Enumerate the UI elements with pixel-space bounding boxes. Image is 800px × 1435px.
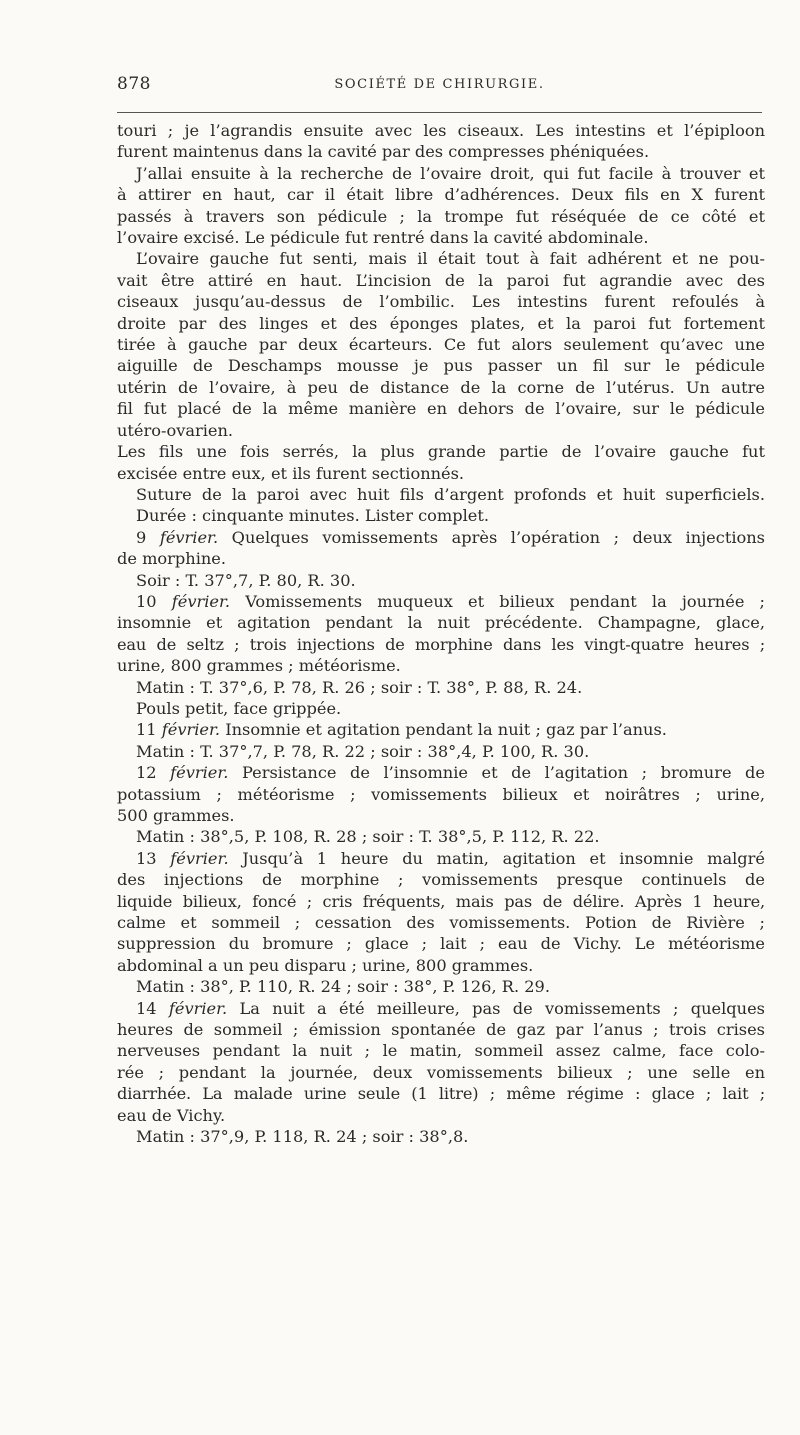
line-text: eau de seltz ; trois injections de morphine dans les vingt-quatre heures ; (117, 634, 765, 654)
text-line (117, 612, 765, 633)
entry-month: février. (170, 848, 229, 868)
text-line (117, 163, 765, 184)
text-line (117, 655, 765, 676)
line-text: potassium ; météorisme ; vomissements bilieux et noirâtres ; urine, (117, 784, 765, 804)
line-text: liquide bilieux, foncé ; cris fréquents, mais pas de délire. Après 1 heure, (117, 891, 765, 911)
text-line (117, 206, 765, 227)
entry-month: février. (171, 591, 231, 611)
entry-month: février. (161, 720, 221, 740)
entry-month: février. (159, 527, 219, 547)
text-line (117, 291, 765, 312)
text-line (117, 848, 765, 869)
line-text: calme et sommeil ; cessation des vomissements. Potion de Rivière ; (117, 913, 765, 933)
line-text: Pouls petit, face grippée. (136, 698, 342, 718)
text-line (117, 591, 765, 612)
text-line (117, 741, 765, 762)
line-text: Vomissements muqueux et bilieux pendant la journée ; (230, 591, 765, 611)
line-text: utérin de l’ovaire, à peu de distance de la corne de l’utérus. Un autre (117, 377, 765, 397)
text-line (117, 355, 765, 376)
line-text: utéro-ovarien. (117, 420, 234, 440)
header-rule (117, 112, 762, 113)
text-line (117, 1126, 765, 1147)
text-line (117, 505, 765, 526)
text-line (117, 484, 765, 505)
line-text: des injections de morphine ; vomissements presque continuels de (117, 870, 765, 890)
text-line (117, 463, 765, 484)
text-line (117, 1105, 765, 1126)
line-text: tirée à gauche par deux écarteurs. Ce fut alors seulement qu’avec une (117, 335, 765, 355)
line-text: Soir : T. 37°,7, P. 80, R. 30. (136, 570, 356, 590)
line-text: La nuit a été meilleure, pas de vomissements ; quelques (227, 998, 765, 1018)
text-line (117, 334, 765, 355)
text-line (117, 1062, 765, 1083)
line-text: Quelques vomissements après l’opération ; deux injections (218, 527, 765, 547)
line-text: furent maintenus dans la cavité par des compresses phéniquées. (117, 142, 650, 162)
line-text: eau de Vichy. (117, 1105, 226, 1125)
line-text: urine, 800 grammes ; météorisme. (117, 656, 401, 676)
text-line (117, 270, 765, 291)
line-text: abdominal a un peu disparu ; urine, 800 grammes. (117, 955, 534, 975)
entry-day: 14 (136, 998, 169, 1018)
entry-day: 10 (136, 591, 172, 611)
line-text: Matin : 37°,9, P. 118, R. 24 ; soir : 38°,8. (136, 1127, 469, 1147)
text-line (117, 891, 765, 912)
page-header (117, 74, 762, 98)
line-text: L’ovaire gauche fut senti, mais il était tout à fait adhérent et ne pou- (136, 249, 765, 269)
line-text: Durée : cinquante minutes. Lister complet. (136, 506, 490, 526)
line-text: Les fils une fois serrés, la plus grande partie de l’ovaire gauche fut (117, 442, 765, 462)
text-line (117, 677, 765, 698)
line-text: Matin : T. 37°,7, P. 78, R. 22 ; soir : 38°,4, P. 100, R. 30. (136, 741, 590, 761)
text-line (117, 570, 765, 591)
line-text: droite par des linges et des éponges plates, et la paroi fut fortement (117, 313, 765, 333)
text-line (117, 634, 765, 655)
line-text: Suture de la paroi avec huit fils d’argent profonds et huit superficiels. (136, 484, 765, 504)
text-line (117, 184, 765, 205)
line-text: Persistance de l’insomnie et de l’agitation ; bromure de (228, 763, 765, 783)
text-line (117, 120, 765, 141)
text-line (117, 141, 765, 162)
text-line (117, 805, 765, 826)
line-text: fil fut placé de la même manière en dehors de l’ovaire, sur le pédicule (117, 399, 765, 419)
text-line (117, 548, 765, 569)
line-text: ciseaux jusqu’au-dessus de l’ombilic. Les intestins furent refoulés à (117, 292, 765, 312)
line-text: de morphine. (117, 549, 227, 569)
text-line (117, 441, 765, 462)
line-text: Matin : T. 37°,6, P. 78, R. 26 ; soir : T. 38°, P. 88, R. 24. (136, 677, 583, 697)
line-text: vait être attiré en haut. L’incision de la paroi fut agrandie avec des (117, 270, 765, 290)
text-line (117, 1040, 765, 1061)
entry-day: 11 (136, 720, 162, 740)
line-text: 500 grammes. (117, 806, 235, 825)
line-text: Insomnie et agitation pendant la nuit ; gaz par l’anus. (220, 720, 667, 740)
line-text: Matin : 38°,5, P. 108, R. 28 ; soir : T. 38°,5, P. 112, R. 22. (136, 827, 600, 847)
text-line (117, 719, 765, 740)
line-text: touri ; je l’agrandis ensuite avec les ciseaux. Les intestins et l’épiploon (117, 121, 765, 140)
text-line (117, 955, 765, 976)
text-line (117, 227, 765, 248)
entry-day: 13 (136, 848, 171, 868)
line-text: rée ; pendant la journée, deux vomissements bilieux ; une selle en (117, 1062, 765, 1082)
entry-month: février. (168, 998, 228, 1018)
entry-day: 9 (136, 527, 160, 547)
line-text: Matin : 38°, P. 110, R. 24 ; soir : 38°, P. 126, R. 29. (136, 977, 550, 997)
line-text: diarrhée. La malade urine seule (1 litre) ; même régime : glace ; lait ; (117, 1084, 765, 1104)
body-text (117, 120, 765, 1148)
line-text: passés à travers son pédicule ; la trompe fut réséquée de ce côté et (117, 206, 765, 226)
line-text: nerveuses pendant la nuit ; le matin, sommeil assez calme, face colo- (117, 1041, 765, 1061)
text-line (117, 998, 765, 1019)
text-line (117, 912, 765, 933)
text-line (117, 1019, 765, 1040)
text-line (117, 698, 765, 719)
text-line (117, 313, 765, 334)
line-text: Jusqu’à 1 heure du matin, agitation et insomnie malgré (228, 848, 765, 868)
text-line (117, 377, 765, 398)
line-text: à attirer en haut, car il était libre d’adhérences. Deux fils en X furent (117, 185, 765, 205)
text-line (117, 762, 765, 783)
text-line (117, 420, 765, 441)
text-line (117, 784, 765, 805)
text-line (117, 398, 765, 419)
line-text: l’ovaire excisé. Le pédicule fut rentré dans la cavité abdominale. (117, 228, 649, 248)
text-line (117, 1083, 765, 1104)
text-line (117, 527, 765, 548)
line-text: excisée entre eux, et ils furent sectionnés. (117, 463, 465, 483)
running-head: SOCIÉTÉ DE CHIRURGIE. (334, 77, 545, 92)
text-line (117, 869, 765, 890)
line-text: J’allai ensuite à la recherche de l’ovaire droit, qui fut facile à trouver et (136, 163, 765, 183)
line-text: insomnie et agitation pendant la nuit précédente. Champagne, glace, (117, 613, 765, 633)
line-text: heures de sommeil ; émission spontanée de gaz par l’anus ; trois crises (117, 1020, 765, 1040)
line-text: suppression du bromure ; glace ; lait ; eau de Vichy. Le météorisme (117, 934, 765, 954)
text-line (117, 933, 765, 954)
entry-day: 12 (136, 763, 171, 783)
text-line (117, 248, 765, 269)
page-number: 878 (117, 74, 151, 94)
text-line (117, 976, 765, 997)
text-line (117, 826, 765, 847)
line-text: aiguille de Deschamps mousse je pus passer un fil sur le pédicule (117, 356, 765, 376)
entry-month: février. (170, 763, 229, 783)
